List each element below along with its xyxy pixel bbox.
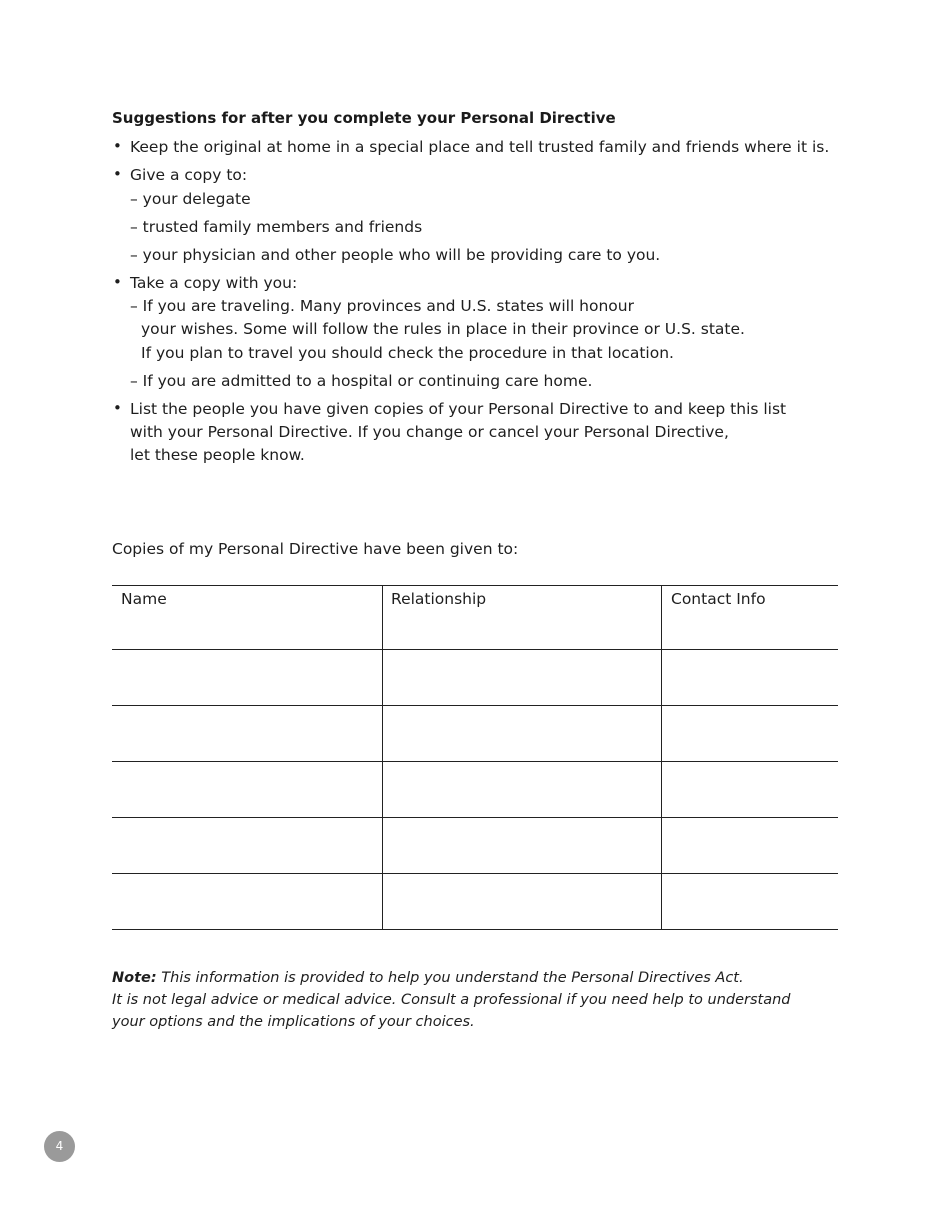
bullet-give-copy-label: Give a copy to: bbox=[130, 166, 248, 184]
note-line-1: Note: This information is provided to help you understand the Personal Directives Act. bbox=[112, 970, 744, 986]
bullet-list-people-cont: let these people know. bbox=[130, 446, 305, 464]
sub-item-admitted: – If you are admitted to a hospital or continuing care home. bbox=[130, 372, 593, 390]
cell-name[interactable] bbox=[112, 650, 383, 706]
sub-item-traveling-cont: If you plan to travel you should check the procedure in that location. bbox=[141, 344, 674, 362]
sub-item-traveling-cont: your wishes. Some will follow the rules in place in their province or U.S. state. bbox=[141, 320, 745, 338]
cell-relationship[interactable] bbox=[383, 874, 662, 930]
bullet-marker: • bbox=[113, 165, 122, 183]
sub-item-family: – trusted family members and friends bbox=[130, 218, 423, 236]
sub-item-delegate: – your delegate bbox=[130, 190, 251, 208]
table-row bbox=[112, 650, 838, 706]
cell-contact-info[interactable] bbox=[662, 650, 839, 706]
cell-name[interactable] bbox=[112, 706, 383, 762]
cell-contact-info[interactable] bbox=[662, 818, 839, 874]
note-line-2: It is not legal advice or medical advice. Consult a professional if you need help to understand bbox=[112, 992, 791, 1008]
bullet-take-copy-label: Take a copy with you: bbox=[130, 274, 298, 292]
bullet-list-people-cont: with your Personal Directive. If you change or cancel your Personal Directive, bbox=[130, 423, 729, 441]
page-number-badge: 4 bbox=[44, 1131, 75, 1162]
sub-item-physician: – your physician and other people who will be providing care to you. bbox=[130, 246, 661, 264]
cell-relationship[interactable] bbox=[383, 762, 662, 818]
cell-name[interactable] bbox=[112, 874, 383, 930]
sub-item-traveling: – If you are traveling. Many provinces and U.S. states will honour bbox=[130, 297, 634, 315]
bullet-keep-original: Keep the original at home in a special place and tell trusted family and friends where it is. bbox=[130, 138, 830, 156]
table-row bbox=[112, 818, 838, 874]
cell-contact-info[interactable] bbox=[662, 874, 839, 930]
bullet-marker: • bbox=[113, 273, 122, 291]
header-contact-info: Contact Info bbox=[662, 586, 839, 650]
cell-relationship[interactable] bbox=[383, 706, 662, 762]
note-line-3: your options and the implications of your choices. bbox=[112, 1014, 475, 1030]
bullet-marker: • bbox=[113, 399, 122, 417]
cell-contact-info[interactable] bbox=[662, 762, 839, 818]
table-row bbox=[112, 874, 838, 930]
section-heading: Suggestions for after you complete your Personal Directive bbox=[112, 109, 616, 127]
cell-name[interactable] bbox=[112, 762, 383, 818]
cell-relationship[interactable] bbox=[383, 818, 662, 874]
cell-name[interactable] bbox=[112, 818, 383, 874]
header-name: Name bbox=[112, 586, 383, 650]
table-row bbox=[112, 706, 838, 762]
cell-relationship[interactable] bbox=[383, 650, 662, 706]
bullet-list-people: List the people you have given copies of your Personal Directive to and keep this list bbox=[130, 400, 787, 418]
table-header-row bbox=[112, 586, 838, 650]
copies-intro: Copies of my Personal Directive have been given to: bbox=[112, 540, 519, 558]
table-row bbox=[112, 762, 838, 818]
bullet-marker: • bbox=[113, 137, 122, 155]
header-relationship: Relationship bbox=[383, 586, 662, 650]
note-label: Note: bbox=[112, 970, 157, 986]
cell-contact-info[interactable] bbox=[662, 706, 839, 762]
disclaimer-note bbox=[112, 967, 791, 1033]
copies-table bbox=[112, 585, 838, 930]
